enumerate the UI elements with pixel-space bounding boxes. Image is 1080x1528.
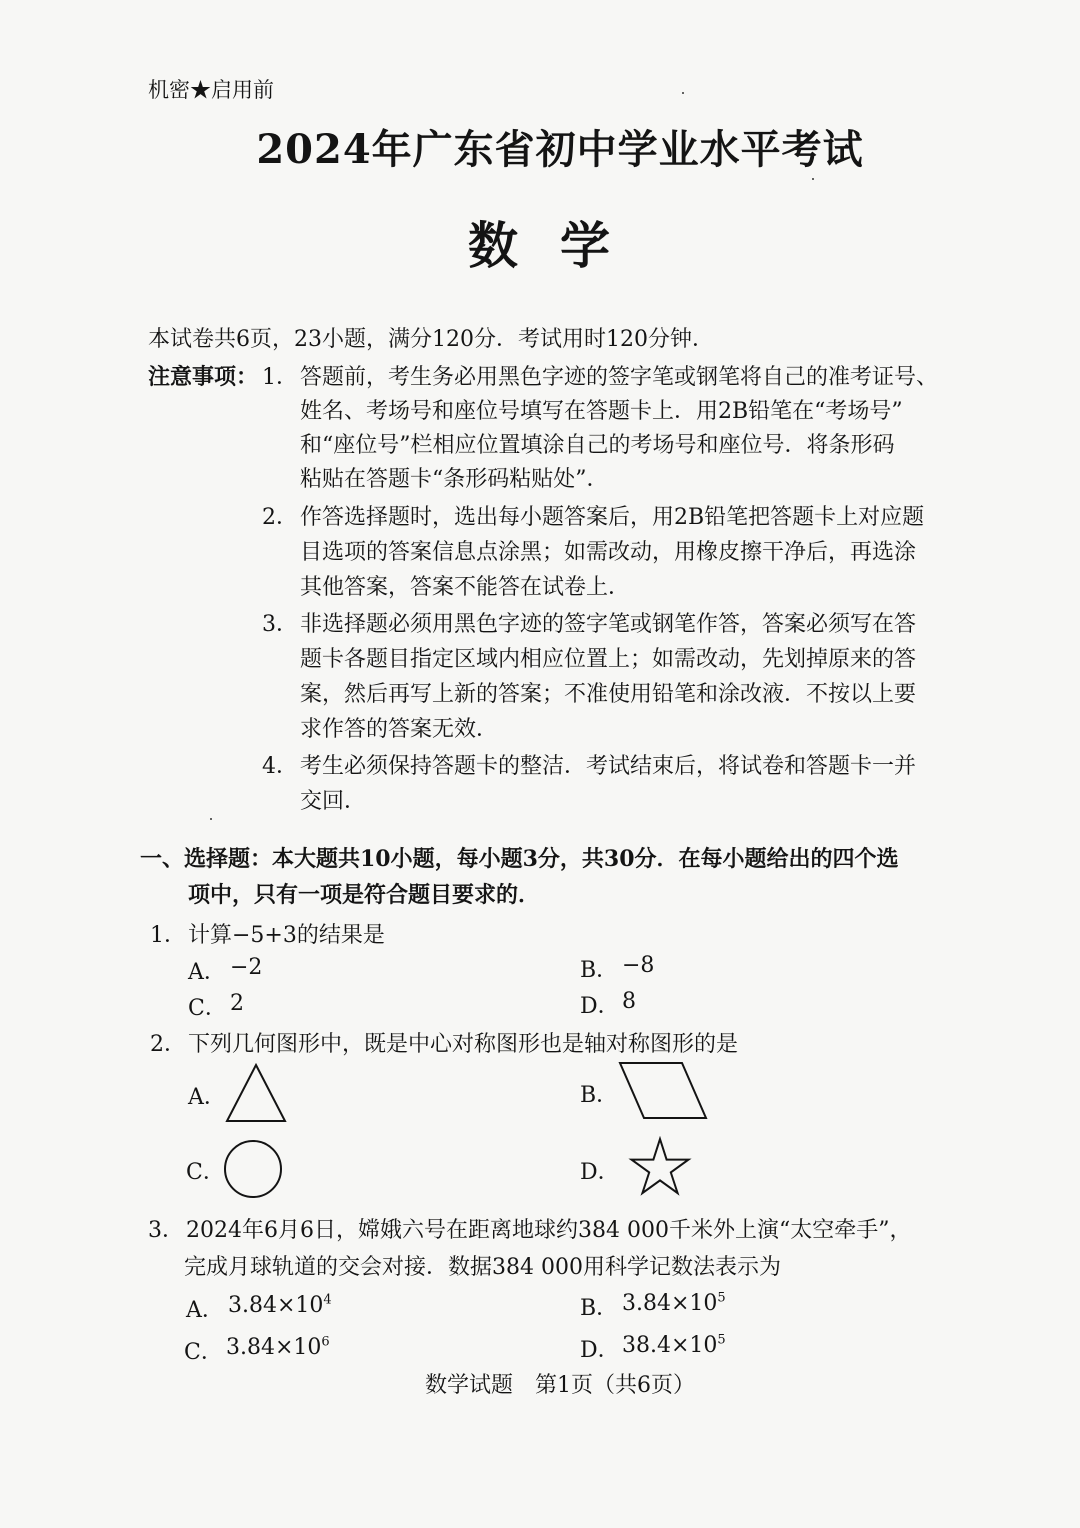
triangle-figure [224,1062,288,1124]
option-label: B． [580,1296,619,1321]
notice-line: 其他答案，答案不能答在试卷上． [300,575,631,600]
option-text: $3.84\times 10^5$ [622,1290,726,1316]
notice-item-number: 3． [262,612,298,637]
notice-line: 姓名、考场号和座位号填写在答题卡上．用2B铅笔在“考场号” [300,399,903,424]
question-number: 1． [150,923,186,948]
section-heading: 一、选择题：本大题共10小题，每小题3分，共30分．在每小题给出的四个选 [140,846,899,872]
notice-line: 考生必须保持答题卡的整洁．考试结束后，将试卷和答题卡一并 [300,754,917,779]
notice-line: 和“座位号”栏相应位置填涂自己的考场号和座位号．将条形码 [300,433,895,458]
exam-intro: 本试卷共6页，23小题，满分120分．考试用时120分钟． [148,327,714,352]
notice-line: 粘贴在答题卡“条形码粘贴处”． [300,467,609,492]
scan-speck [812,178,814,180]
notice-label: 注意事项： [148,364,259,390]
notice-line: 求作答的答案无效． [300,717,499,742]
option-text: $38.4\times 10^5$ [622,1332,726,1358]
question-stem: 下列几何图形中，既是中心对称图形也是轴对称图形的是 [188,1032,739,1057]
question-number: 2． [150,1032,186,1057]
option-label: D． [580,994,620,1019]
circle-figure [222,1138,284,1200]
page-footer: 数学试题 第1页（共6页） [425,1373,695,1398]
notice-line: 目选项的答案信息点涂黑；如需改动，用橡皮擦干净后，再选涂 [300,540,917,565]
option-text: −8 [622,953,655,978]
notice-item-number: 2． [262,505,298,530]
option-label: A． [186,1298,224,1323]
notice-item-number: 4． [262,754,298,779]
notice-line: 交回． [300,789,367,814]
notice-line: 答题前，考生务必用黑色字迹的签字笔或钢笔将自己的准考证号、 [300,365,939,390]
notice-line: 题卡各题目指定区域内相应位置上；如需改动，先划掉原来的答 [300,647,917,672]
option-text: $3.84\times 10^4$ [228,1292,332,1318]
exam-title: 2024年广东省初中学业水平考试 [256,126,864,173]
option-text: 8 [622,989,636,1014]
question-stem: 2024年6月6日，嫦娥六号在距离地球约384 000千米外上演“太空牵手”， [186,1218,912,1243]
notice-line: 案，然后再写上新的答案；不准使用铅笔和涂改液．不按以上要 [300,682,917,707]
subject-title: 数学 [468,216,652,275]
option-label: C． [188,996,227,1021]
option-label: C． [184,1340,223,1365]
parallelogram-figure [617,1060,709,1122]
option-label: A． [188,1085,226,1110]
option-label: D． [580,1338,620,1363]
option-text: $3.84\times 10^6$ [226,1334,330,1360]
star-figure [628,1136,692,1198]
question-stem: 计算−5+3的结果是 [188,923,385,948]
option-label: B． [580,1083,619,1108]
question-stem: 完成月球轨道的交会对接．数据384 000用科学记数法表示为 [184,1255,781,1280]
option-label: D． [580,1160,620,1185]
confidential-label: 机密★启用前 [148,78,274,102]
option-label: A． [188,960,226,985]
option-text: 2 [230,991,244,1016]
notice-line: 非选择题必须用黑色字迹的签字笔或钢笔作答，答案必须写在答 [300,612,917,637]
scan-speck [682,92,684,94]
section-heading: 项中，只有一项是符合题目要求的． [188,882,541,908]
notice-item-number: 1． [262,365,298,390]
notice-line: 作答选择题时，选出每小题答案后，用2B铅笔把答题卡上对应题 [300,505,925,530]
option-text: −2 [230,955,263,980]
option-label: C． [186,1160,225,1185]
question-number: 3． [148,1218,184,1243]
scan-speck [210,818,212,820]
option-label: B． [580,958,619,983]
